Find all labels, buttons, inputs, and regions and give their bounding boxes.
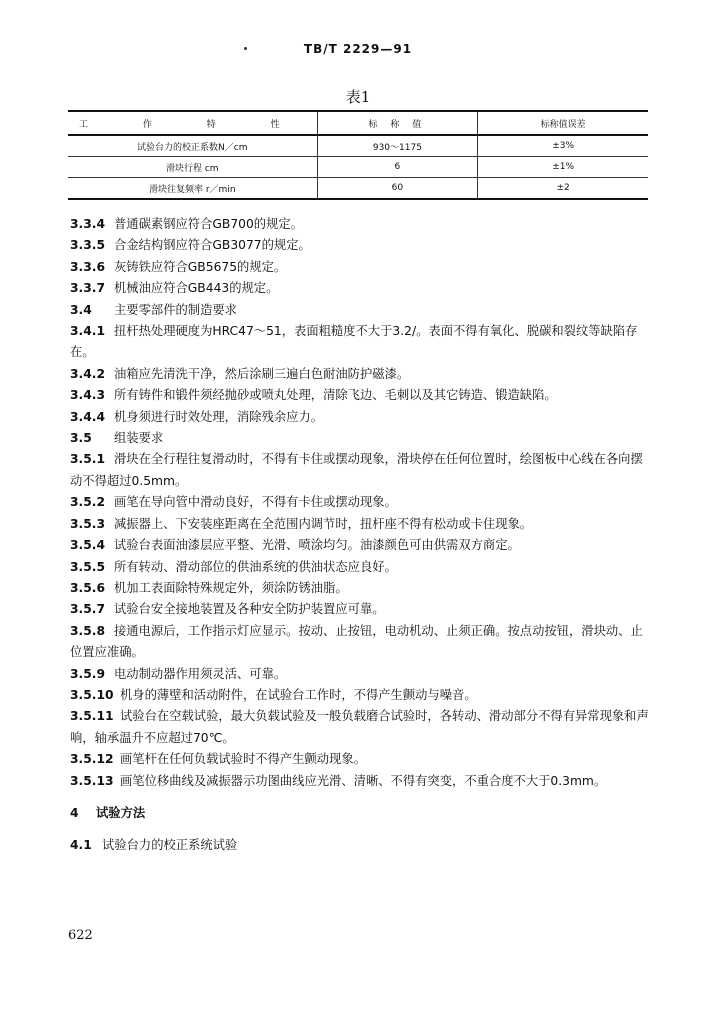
paragraph-3-5-3 [70,514,650,535]
clause-text: 机身的薄壁和活动附件，在试验台工作时，不得产生颤动与噪音。 [120,687,477,702]
table-cell: 6 [317,157,478,178]
section-heading-4 [70,803,650,824]
clause-text: 所有转动、滑动部位的供油系统的供油状态应良好。 [114,559,397,574]
clause-text: 灰铸铁应符合GB5675的规定。 [114,259,287,274]
paragraph-3-3-4 [70,214,650,235]
clause-number: 3.5.12 [70,752,114,767]
paragraph-3-5-13 [70,771,650,792]
clause-number: 3.5.1 [70,452,106,467]
clause-number: 3.4.1 [70,324,106,339]
paragraph-3-4-1 [70,321,650,364]
table-cell: ±3% [478,135,648,157]
table-header-cell: 工 作 特 性 [68,111,317,135]
clause-number: 3.4.2 [70,366,106,381]
paragraph-3-5-11 [70,706,650,749]
clause-number: 3.5.10 [70,687,114,702]
table-cell: 试验台力的校正系数N／cm [68,135,317,157]
clause-text: 主要零部件的制造要求 [114,302,237,317]
paragraph-3-5-2 [70,492,650,513]
clause-text: 组装要求 [114,431,164,446]
clause-number: 3.5.4 [70,538,106,553]
clause-text: 机加工表面除特殊规定外，须涂防锈油脂。 [114,580,348,595]
table-header-row [68,111,648,135]
clause-text: 电动制动器作用须灵活、可靠。 [114,666,287,681]
table-title: 表1 [345,88,371,106]
clause-text: 扭杆热处理硬度为HRC47～51，表面粗糙度不大于3.2/。表面不得有氧化、脱碳和裂纹等缺陷存在。 [70,324,638,360]
paragraph-3-3-5 [70,235,650,256]
clause-text: 画笔位移曲线及减振器示功图曲线应光滑、清晰、不得有突变，不重合度不大于0.3mm。 [120,773,607,788]
clause-number: 3.4.3 [70,388,106,403]
clause-number: 3.5 [70,431,92,446]
table-cell: 930～1175 [317,135,478,157]
clause-text: 所有铸件和锻件须经抛砂或喷丸处理，清除飞边、毛刺以及其它铸造、锻造缺陷。 [114,388,557,403]
clause-number: 3.3.4 [70,217,106,231]
clause-text: 试验台表面油漆层应平整、光滑、喷涂均匀。油漆颜色可由供需双方商定。 [114,538,520,553]
paragraph-3-5-6 [70,578,650,599]
clause-text: 减振器上、下安装座距离在全范围内调节时，扭杆座不得有松动或卡住现象。 [114,516,533,531]
paragraph-3-3-6 [70,257,650,278]
table-cell: 滑块往复频率 r／min [68,178,317,200]
clause-number: 3.5.8 [70,623,106,638]
clause-number: 3.4 [70,302,92,317]
paragraph-3-5-9 [70,664,650,685]
clause-number: 3.5.13 [70,773,114,788]
document-body [70,214,650,857]
table-cell: 滑块行程 cm [68,157,317,178]
clause-number: 3.3.6 [70,259,106,274]
paragraph-3-4-4 [70,407,650,428]
subsection-number: 4.1 [70,838,92,853]
clause-number: 3.5.5 [70,559,106,574]
table-row [68,178,648,200]
clause-number: 3.5.2 [70,495,106,510]
paragraph-3-4-3 [70,385,650,406]
paragraph-3-5-8 [70,621,650,664]
paragraph-3-5-7 [70,599,650,620]
section-heading-3-5 [70,428,650,449]
section-title: 试验方法 [96,805,146,820]
clause-text: 合金结构钢应符合GB3077的规定。 [114,238,311,253]
paragraph-3-5-4 [70,535,650,556]
clause-number: 3.5.3 [70,516,106,531]
clause-number: 3.5.11 [70,709,114,724]
table-cell: 60 [317,178,478,200]
clause-number: 3.3.5 [70,238,106,253]
paragraph-3-3-7 [70,278,650,299]
paragraph-3-5-12 [70,749,650,770]
table-cell: ±1% [478,157,648,178]
clause-number: 3.5.9 [70,666,106,681]
standard-code-header: TB/T 2229—91 [303,42,413,56]
clause-number: 3.5.6 [70,580,106,595]
table-header-cell: 标称值误差 [478,111,648,135]
clause-text: 机械油应符合GB443的规定。 [114,281,279,296]
clause-text: 接通电源后，工作指示灯应显示。按动、止按钮，电动机动、止须正确。按点动按钮，滑块动、止位置应准确。 [70,623,643,660]
clause-number: 3.4.4 [70,409,106,424]
clause-text: 画笔杆在任何负载试验时不得产生颤动现象。 [120,752,366,767]
clause-text: 普通碳素钢应符合GB700的规定。 [114,217,303,231]
paragraph-3-5-1 [70,449,650,492]
clause-text: 油箱应先清洗干净，然后涂刷三遍白色耐油防护磁漆。 [114,366,410,381]
table-header-cell: 标 称 值 [317,111,478,135]
paragraph-3-5-10 [70,685,650,706]
clause-number: 3.5.7 [70,602,106,617]
clause-text: 画笔在导向管中滑动良好，不得有卡住或摆动现象。 [114,495,397,510]
section-heading-3-4 [70,300,650,321]
paragraph-3-4-2 [70,364,650,385]
scan-dot [244,47,247,50]
table-row [68,157,648,178]
spec-table [68,110,648,200]
section-number: 4 [70,805,79,820]
clause-text: 试验台在空载试验，最大负载试验及一般负载磨合试验时，各转动、滑动部分不得有异常现象和声响，轴承温升不应超过70℃。 [70,709,649,745]
table-cell: ±2 [478,178,648,200]
page-number: 622 [68,928,93,943]
paragraph-3-5-5 [70,557,650,578]
clause-text: 试验台安全接地装置及各种安全防护装置应可靠。 [114,602,385,617]
subsection-title: 试验台力的校正系统试验 [102,838,238,853]
clause-number: 3.3.7 [70,281,106,296]
clause-text: 滑块在全行程往复滑动时，不得有卡住或摆动现象，滑块停在任何位置时，绘图板中心线在各向摆动不得超过0.5mm。 [70,452,643,488]
section-heading-4-1 [70,835,650,856]
table-row [68,135,648,157]
clause-text: 机身须进行时效处理，消除残余应力。 [114,409,324,424]
